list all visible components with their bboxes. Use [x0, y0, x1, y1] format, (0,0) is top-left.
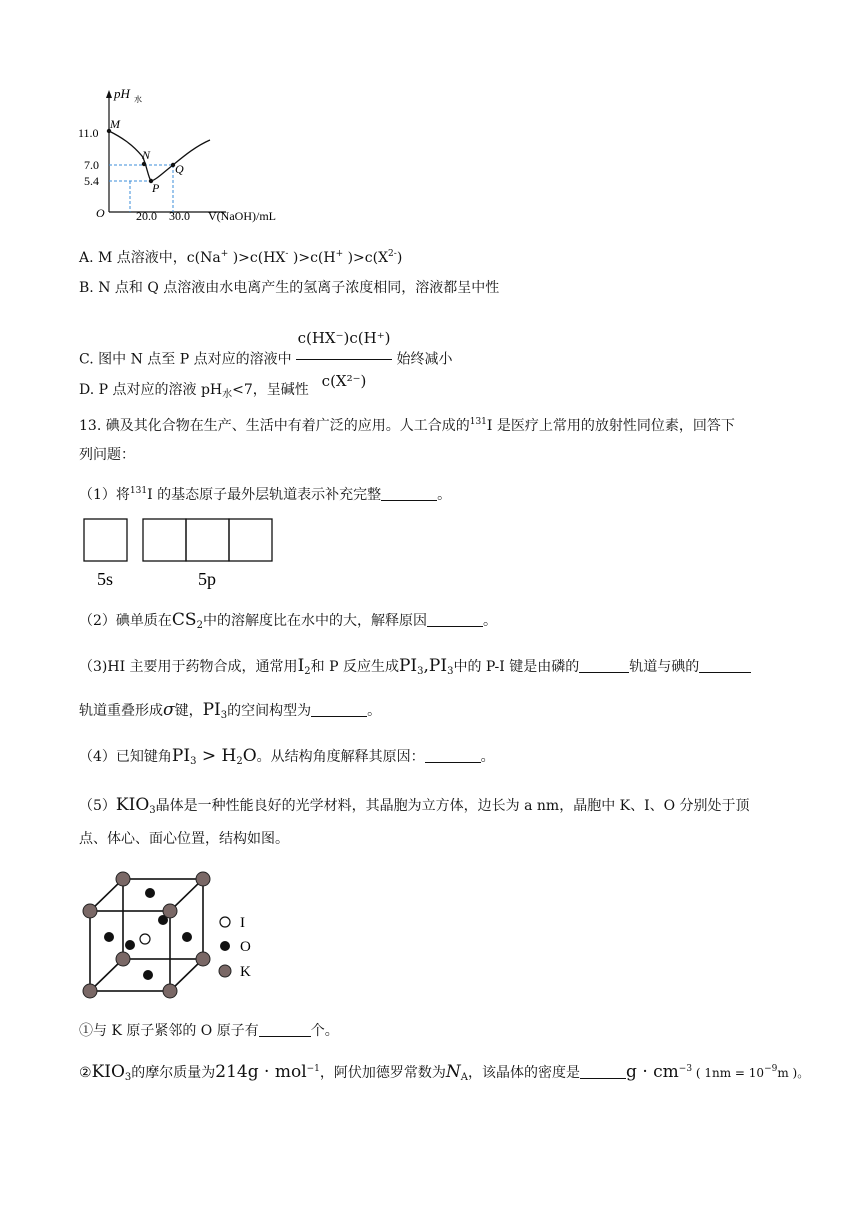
ph-titration-graph [76, 84, 316, 224]
i-atom-center [140, 934, 150, 944]
q13-part4: （4）已知键角$PI_3 > H_2O$。从结构角度解释其原因： 。 [79, 746, 495, 767]
label-n: N [142, 148, 151, 162]
legend-k-label: K [240, 964, 251, 980]
y-axis-label: pH [114, 86, 130, 101]
legend-i-label: I [240, 915, 245, 931]
legend-o-label: O [240, 939, 251, 955]
answer-blank[interactable] [699, 658, 751, 673]
option-c: C. 图中 N 点至 P 点对应的溶液中 $\frac{c(HX^-)c(H^+)}{\text{c(X²⁻)}}$ 始终减小 [79, 318, 452, 401]
q13-sub1: ①与 K 原子紧邻的 O 原子有 个。 [79, 1023, 339, 1039]
kio3-unit-cell [78, 868, 278, 1004]
orbital-box-5p-3[interactable] [229, 519, 272, 561]
y-tick-11: 11.0 [78, 126, 99, 140]
k-atom [163, 984, 177, 998]
option-b: B. N 点和 Q 点溶液由水电离产生的氢离子浓度相同，溶液都呈中性 [79, 280, 500, 296]
k-atom [83, 904, 97, 918]
q13-part5: $(5)KIO_3$晶体是一种性能良好的光学材料，其晶胞为立方体，边长为 a nm，晶胞中 K、I、O 分别处于顶 [79, 795, 750, 816]
o-atom-top [145, 888, 155, 898]
answer-blank[interactable] [579, 658, 629, 673]
q13-part3: （3)HI 主要用于药物合成，通常用$I_2$和 P 反应生成$PI_3,PI_3$中的 P-I 键是由磷的 轨道与碘的 [79, 656, 751, 682]
q13-intro: 13. 碘及其化合物在生产、生活中有着广泛的应用。人工合成的$^{131}$I 是医疗上常用的放射性同位素，回答下 [79, 417, 735, 434]
legend-i-icon [220, 917, 230, 927]
x-tick-20: 20.0 [136, 209, 157, 223]
q13-part5-cont: 点、体心、面心位置，结构如图。 [79, 831, 289, 847]
answer-blank[interactable] [427, 612, 483, 627]
label-p: P [152, 181, 160, 195]
k-atom [196, 872, 210, 886]
legend-k-icon [219, 965, 231, 977]
fraction-hx-h-over-x: $\frac{c(HX^-)c(H^+)}{\text{c(X²⁻)}}$ [296, 318, 393, 401]
y-axis-arrow-icon [106, 90, 112, 98]
point-n [142, 162, 146, 166]
q13-intro-cont: 列问题： [79, 447, 135, 463]
orbital-box-5p-2[interactable] [186, 519, 229, 561]
o-atom-bottom [143, 970, 153, 980]
o-atom-left [104, 932, 114, 942]
k-atom [196, 952, 210, 966]
label-5s: 5s [97, 569, 114, 589]
answer-blank[interactable] [381, 486, 437, 501]
legend-o-icon [220, 941, 230, 951]
q13-part3-cont: 轨道重叠形成σ键，$PI_3$的空间构型为 。 [79, 700, 382, 721]
q13-part2: （2）碘单质在$CS_2$中的溶解度比在水中的大，解释原因 。 [79, 610, 497, 631]
orbital-diagram [80, 515, 280, 591]
answer-blank[interactable] [311, 702, 367, 717]
label-q: Q [175, 162, 184, 176]
y-tick-5-4: 5.4 [84, 174, 99, 188]
x-tick-30: 30.0 [169, 209, 190, 223]
answer-blank[interactable] [259, 1022, 311, 1037]
option-d: D. P 点对应的溶液 $pH_水<7$，呈碱性 [79, 382, 309, 400]
label-5p: 5p [198, 569, 216, 589]
orbital-box-5s[interactable] [84, 519, 127, 561]
y-tick-7: 7.0 [84, 158, 99, 172]
o-atom-right [182, 932, 192, 942]
o-atom-front [125, 940, 135, 950]
answer-blank[interactable] [425, 748, 481, 763]
y-axis-label-sub: 水 [134, 95, 142, 104]
q13-sub2: $②KIO_3$的摩尔质量为214g · mol$^{-1}$，阿伏加德罗常数为$N_A$，该晶体的密度是 $g \cdot cm^{-3}$ ( $1nm = 10^{-9}m$ )。 [79, 1062, 810, 1083]
answer-blank[interactable] [580, 1064, 626, 1079]
k-atom [163, 904, 177, 918]
ph-curve [109, 131, 210, 181]
k-atom [116, 872, 130, 886]
orbital-box-5p-1[interactable] [143, 519, 186, 561]
origin-label: O [96, 206, 105, 220]
q13-part1: （1）将$^{131}$I 的基态原子最外层轨道表示补充完整 。 [79, 486, 452, 503]
k-atom [116, 952, 130, 966]
option-a: A. M 点溶液中，c(Na+ )>c(HX- )>c(H+ )$>c(X^{2-})$ [79, 249, 403, 266]
label-m: M [110, 117, 120, 131]
k-atom [83, 984, 97, 998]
x-axis-label: V(NaOH)/mL [208, 209, 276, 223]
